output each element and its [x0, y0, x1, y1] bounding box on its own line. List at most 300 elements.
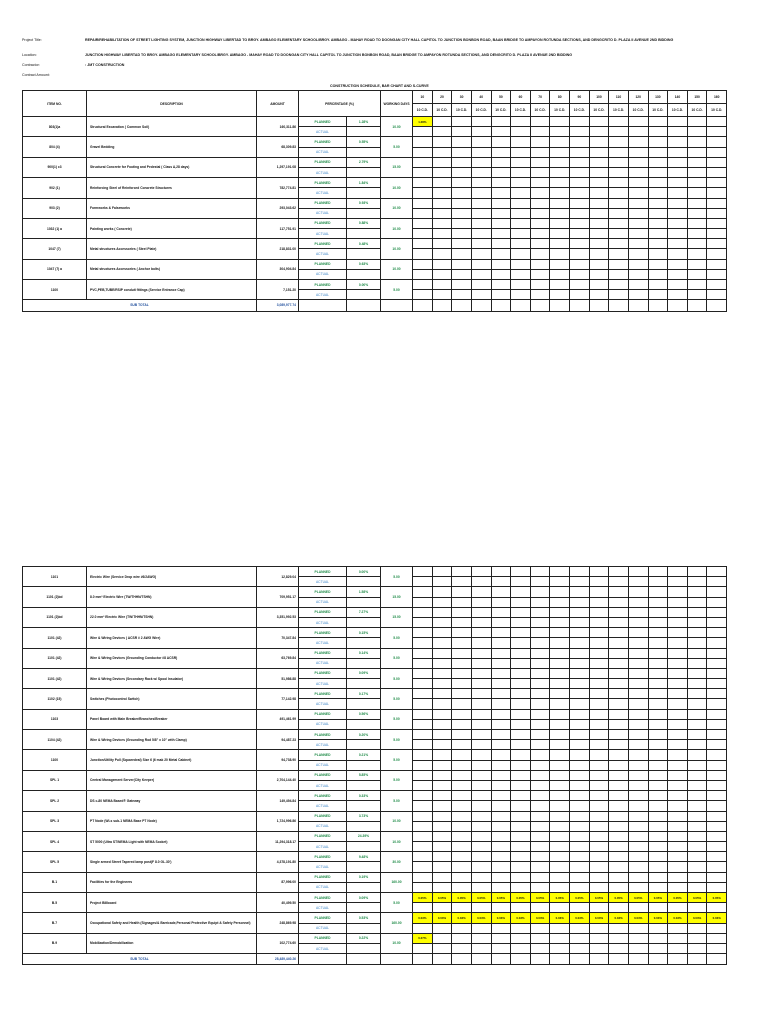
subtotal-cell [589, 954, 609, 965]
bar-cell [570, 638, 590, 648]
bar-cell [511, 862, 531, 872]
bar-cell [609, 157, 629, 167]
bar-cell [432, 208, 452, 218]
bar-cell [668, 658, 688, 668]
actual-label: ACTUAL [299, 903, 347, 913]
bar-cell [589, 638, 609, 648]
actual-label: ACTUAL [299, 617, 347, 627]
period-subheader: 10 C.D. [413, 104, 433, 117]
item-description: 22.0 mm² Electric Wire (TW/THHN/TSHN) [87, 607, 257, 627]
table-row [23, 668, 727, 678]
table-row [23, 913, 727, 923]
bar-cell [589, 872, 609, 882]
bar-cell [413, 882, 433, 892]
bar-cell [628, 137, 648, 147]
bar-cell [648, 658, 668, 668]
bar-cell [589, 117, 609, 127]
bar-cell [648, 791, 668, 801]
bar-cell [687, 269, 707, 279]
actual-label: ACTUAL [299, 658, 347, 668]
subtotal-cell [511, 954, 531, 965]
bar-cell [687, 577, 707, 587]
bar-cell [648, 290, 668, 300]
table-row [23, 933, 727, 943]
actual-label: ACTUAL [299, 597, 347, 607]
planned-label: PLANNED [299, 628, 347, 638]
bar-cell [471, 290, 491, 300]
bar-cell [648, 607, 668, 617]
bar-cell [687, 933, 707, 943]
bar-cell [432, 218, 452, 228]
bar-cell [687, 862, 707, 872]
bar-cell-filled: 0.03% [609, 913, 629, 923]
bar-cell [511, 178, 531, 188]
subtotal-cell [668, 300, 688, 311]
item-working-days: 5.00 [381, 137, 413, 157]
bar-cell [687, 607, 707, 617]
project-title-label: Project Title: [22, 38, 42, 42]
bar-cell [668, 760, 688, 770]
bar-cell [530, 117, 550, 127]
bar-cell [687, 770, 707, 780]
bar-cell [570, 882, 590, 892]
bar-cell [570, 821, 590, 831]
bar-cell [413, 872, 433, 882]
item-description: 8.0 mm² Electric Wire (TW/THHN/TSHN) [87, 587, 257, 607]
bar-cell [648, 127, 668, 137]
bar-cell [471, 668, 491, 678]
item-no: 1100 [23, 280, 87, 300]
schedule-table-1 [22, 90, 727, 312]
actual-percentage [347, 147, 381, 157]
bar-cell [609, 852, 629, 862]
bar-cell [570, 760, 590, 770]
bar-cell [687, 740, 707, 750]
bar-cell [452, 290, 472, 300]
bar-cell [432, 239, 452, 249]
bar-cell [648, 679, 668, 689]
bar-cell [491, 628, 511, 638]
bar-cell [550, 719, 570, 729]
planned-label: PLANNED [299, 668, 347, 678]
actual-label: ACTUAL [299, 147, 347, 157]
col-amount-header: AMOUNT [257, 91, 299, 117]
bar-cell [609, 628, 629, 638]
bar-cell [707, 943, 727, 953]
bar-cell [589, 157, 609, 167]
bar-cell [530, 699, 550, 709]
bar-cell [609, 249, 629, 259]
bar-cell [511, 607, 531, 617]
bar-cell [648, 567, 668, 577]
bar-cell [707, 178, 727, 188]
item-working-days: 10.00 [381, 811, 413, 831]
bar-cell [432, 770, 452, 780]
bar-cell [550, 218, 570, 228]
bar-cell [707, 198, 727, 208]
item-working-days: 5.00 [381, 628, 413, 648]
bar-cell-filled: 0.03% [687, 913, 707, 923]
bar-cell [609, 791, 629, 801]
planned-label: PLANNED [299, 178, 347, 188]
bar-cell [589, 167, 609, 177]
planned-label: PLANNED [299, 198, 347, 208]
bar-cell [432, 923, 452, 933]
bar-cell [668, 699, 688, 709]
bar-cell [609, 218, 629, 228]
item-amount: 491,461.99 [257, 709, 299, 729]
bar-cell [471, 587, 491, 597]
subtotal-cell [570, 300, 590, 311]
item-amount: 4,378,191.80 [257, 852, 299, 872]
bar-cell-filled: 0.05% [452, 893, 472, 903]
bar-cell [668, 249, 688, 259]
item-amount: 2,704,144.40 [257, 770, 299, 790]
bar-cell [687, 842, 707, 852]
bar-cell [668, 567, 688, 577]
item-percentage: 0.56% [347, 709, 381, 719]
bar-cell [432, 730, 452, 740]
bar-cell-filled: 0.03% [628, 913, 648, 923]
planned-label: PLANNED [299, 157, 347, 167]
bar-cell [471, 811, 491, 821]
bar-cell [432, 821, 452, 831]
bar-cell [648, 208, 668, 218]
bar-cell-filled: 0.05% [530, 893, 550, 903]
bar-cell [413, 280, 433, 290]
bar-cell [491, 269, 511, 279]
item-percentage: 0.63% [347, 259, 381, 269]
bar-cell [570, 617, 590, 627]
bar-cell [511, 760, 531, 770]
subtotal-cell [628, 300, 648, 311]
bar-cell [413, 943, 433, 953]
bar-cell [648, 117, 668, 127]
bar-cell [511, 147, 531, 157]
bar-cell [471, 821, 491, 831]
bar-cell [668, 597, 688, 607]
bar-cell [550, 167, 570, 177]
bar-cell [550, 923, 570, 933]
bar-cell [452, 157, 472, 167]
bar-cell [452, 719, 472, 729]
item-percentage: 0.17% [347, 689, 381, 699]
bar-cell [511, 628, 531, 638]
bar-cell [628, 821, 648, 831]
subtotal-amount: 28,489,440.26 [257, 954, 299, 965]
bar-cell [511, 157, 531, 167]
item-amount: 94,738.90 [257, 750, 299, 770]
bar-cell [707, 679, 727, 689]
bar-cell [668, 801, 688, 811]
bar-cell [570, 943, 590, 953]
bar-cell [609, 750, 629, 760]
actual-percentage [347, 699, 381, 709]
planned-label: PLANNED [299, 280, 347, 290]
item-description: Panel Board with Main Breaker/Branches/Breaker [87, 709, 257, 729]
bar-cell [471, 249, 491, 259]
bar-cell [452, 811, 472, 821]
bar-cell-filled: 0.05% [687, 893, 707, 903]
bar-cell [432, 229, 452, 239]
bar-cell [550, 290, 570, 300]
period-header: 90 [570, 91, 590, 104]
bar-cell [413, 617, 433, 627]
bar-cell [589, 137, 609, 147]
actual-percentage [347, 943, 381, 953]
table-row [23, 811, 727, 821]
subtotal-cell [687, 954, 707, 965]
item-amount: 7,151.20 [257, 280, 299, 300]
bar-cell [471, 730, 491, 740]
item-working-days: 10.00 [381, 198, 413, 218]
actual-percentage [347, 760, 381, 770]
bar-cell [589, 791, 609, 801]
bar-cell [668, 821, 688, 831]
bar-cell [550, 117, 570, 127]
bar-cell [707, 801, 727, 811]
subtotal-label: SUB TOTAL [23, 300, 257, 311]
item-amount: 709,951.17 [257, 587, 299, 607]
bar-cell [668, 709, 688, 719]
bar-cell [648, 943, 668, 953]
bar-cell [687, 760, 707, 770]
bar-cell [452, 791, 472, 801]
bar-cell [609, 178, 629, 188]
bar-cell [648, 750, 668, 760]
bar-cell-filled: 0.03% [648, 913, 668, 923]
item-percentage: 7.27% [347, 607, 381, 617]
subtotal-cell [381, 300, 413, 311]
item-working-days: 10.00 [381, 117, 413, 137]
item-amount: 51,986.88 [257, 668, 299, 688]
bar-cell [471, 208, 491, 218]
item-description: Wire & Wiring Devices ( ACSR # 2 AWG Wire) [87, 628, 257, 648]
bar-cell [628, 239, 648, 249]
period-subheader: 10 C.D. [432, 104, 452, 117]
bar-cell [530, 290, 550, 300]
bar-cell [452, 218, 472, 228]
planned-label: PLANNED [299, 811, 347, 821]
bar-cell [491, 208, 511, 218]
bar-cell [707, 167, 727, 177]
bar-cell [452, 770, 472, 780]
bar-cell [413, 770, 433, 780]
bar-cell [413, 638, 433, 648]
bar-cell [491, 679, 511, 689]
bar-cell [570, 147, 590, 157]
subtotal-cell [530, 300, 550, 311]
bar-cell [668, 770, 688, 780]
bar-cell [511, 208, 531, 218]
bar-cell [530, 791, 550, 801]
bar-cell [589, 882, 609, 892]
bar-cell [432, 178, 452, 188]
bar-cell [471, 689, 491, 699]
schedule-title: CONSTRUCTION SCHEDULE, BAR CHART AND S-CURVE [330, 84, 429, 88]
actual-label: ACTUAL [299, 577, 347, 587]
item-no: 1101 (42) [23, 648, 87, 668]
subtotal-cell [347, 300, 381, 311]
item-percentage: 24.39% [347, 831, 381, 841]
bar-cell [550, 658, 570, 668]
bar-cell [530, 597, 550, 607]
bar-cell [413, 760, 433, 770]
item-percentage: 0.19% [347, 872, 381, 882]
bar-cell [648, 587, 668, 597]
bar-cell [550, 903, 570, 913]
bar-cell [491, 770, 511, 780]
bar-cell [491, 760, 511, 770]
bar-cell [471, 903, 491, 913]
bar-cell [707, 719, 727, 729]
bar-cell [511, 127, 531, 137]
bar-cell [648, 239, 668, 249]
bar-cell [687, 648, 707, 658]
item-working-days: 15.00 [381, 157, 413, 177]
bar-cell [589, 760, 609, 770]
bar-cell-filled: 0.05% [432, 893, 452, 903]
bar-cell [570, 607, 590, 617]
bar-cell [589, 801, 609, 811]
col-percentage-header: PERCENTAGE (%) [299, 91, 381, 117]
bar-cell [530, 147, 550, 157]
bar-cell [628, 852, 648, 862]
bar-cell [648, 903, 668, 913]
bar-cell [452, 249, 472, 259]
bar-cell [452, 648, 472, 658]
period-header: 120 [628, 91, 648, 104]
item-percentage: 0.09% [347, 668, 381, 678]
bar-cell [491, 821, 511, 831]
bar-cell [687, 943, 707, 953]
bar-cell [668, 137, 688, 147]
bar-cell [707, 117, 727, 127]
bar-cell [668, 178, 688, 188]
bar-cell [628, 811, 648, 821]
bar-cell [530, 167, 550, 177]
bar-cell [609, 943, 629, 953]
bar-cell [530, 259, 550, 269]
bar-cell [432, 760, 452, 770]
period-header: 10 [413, 91, 433, 104]
bar-cell [687, 658, 707, 668]
table-row [23, 567, 727, 577]
bar-cell [589, 740, 609, 750]
bar-cell [471, 198, 491, 208]
bar-cell [609, 730, 629, 740]
bar-cell [432, 269, 452, 279]
bar-cell [471, 923, 491, 933]
bar-cell [570, 178, 590, 188]
bar-cell [668, 943, 688, 953]
bar-cell [707, 811, 727, 821]
bar-cell [648, 831, 668, 841]
bar-cell [707, 269, 727, 279]
bar-cell [707, 780, 727, 790]
bar-cell [668, 882, 688, 892]
bar-cell [628, 198, 648, 208]
actual-percentage [347, 801, 381, 811]
bar-cell [452, 229, 472, 239]
bar-cell [452, 760, 472, 770]
item-percentage: 0.88% [347, 218, 381, 228]
bar-cell [648, 280, 668, 290]
bar-cell [570, 689, 590, 699]
bar-cell [491, 117, 511, 127]
bar-cell [491, 597, 511, 607]
bar-cell [609, 923, 629, 933]
bar-cell [648, 218, 668, 228]
bar-cell [707, 617, 727, 627]
subtotal-cell [609, 300, 629, 311]
bar-cell [707, 791, 727, 801]
bar-cell [530, 577, 550, 587]
item-no: 1100 [23, 750, 87, 770]
bar-cell [648, 730, 668, 740]
table-row [23, 157, 727, 167]
item-description: Central Management Server(City Keeper) [87, 770, 257, 790]
bar-cell [452, 638, 472, 648]
subtotal-cell [299, 954, 347, 965]
bar-cell [511, 689, 531, 699]
bar-cell [687, 872, 707, 882]
item-no: 1101 (42) [23, 628, 87, 648]
bar-cell [413, 699, 433, 709]
bar-cell [530, 567, 550, 577]
period-header: 160 [707, 91, 727, 104]
bar-cell [628, 730, 648, 740]
period-header: 40 [471, 91, 491, 104]
bar-cell [589, 188, 609, 198]
bar-cell [707, 280, 727, 290]
bar-cell [609, 290, 629, 300]
table-row [23, 137, 727, 147]
actual-percentage [347, 127, 381, 137]
bar-cell [707, 923, 727, 933]
bar-cell [452, 280, 472, 290]
bar-cell [687, 852, 707, 862]
bar-cell [530, 198, 550, 208]
bar-cell [589, 719, 609, 729]
bar-cell [628, 760, 648, 770]
bar-cell [707, 597, 727, 607]
bar-cell [648, 872, 668, 882]
item-description: PT Node (Wi-s sub-1 NEMA Base PT Node) [87, 811, 257, 831]
planned-label: PLANNED [299, 770, 347, 780]
bar-cell [570, 831, 590, 841]
bar-cell [707, 821, 727, 831]
table-row [23, 750, 727, 760]
bar-cell [452, 882, 472, 892]
bar-cell [471, 862, 491, 872]
bar-cell [687, 137, 707, 147]
bar-cell [570, 679, 590, 689]
bar-cell [511, 668, 531, 678]
bar-cell [628, 658, 648, 668]
bar-cell [648, 617, 668, 627]
item-amount: 293,043.62 [257, 198, 299, 218]
item-amount: 63,769.84 [257, 648, 299, 668]
bar-cell [471, 719, 491, 729]
bar-cell [452, 740, 472, 750]
period-header: 30 [452, 91, 472, 104]
subtotal-amount: 3,089,977.74 [257, 300, 299, 311]
bar-cell [550, 831, 570, 841]
bar-cell [530, 933, 550, 943]
bar-cell [530, 229, 550, 239]
bar-cell-filled: 0.03% [511, 913, 531, 923]
